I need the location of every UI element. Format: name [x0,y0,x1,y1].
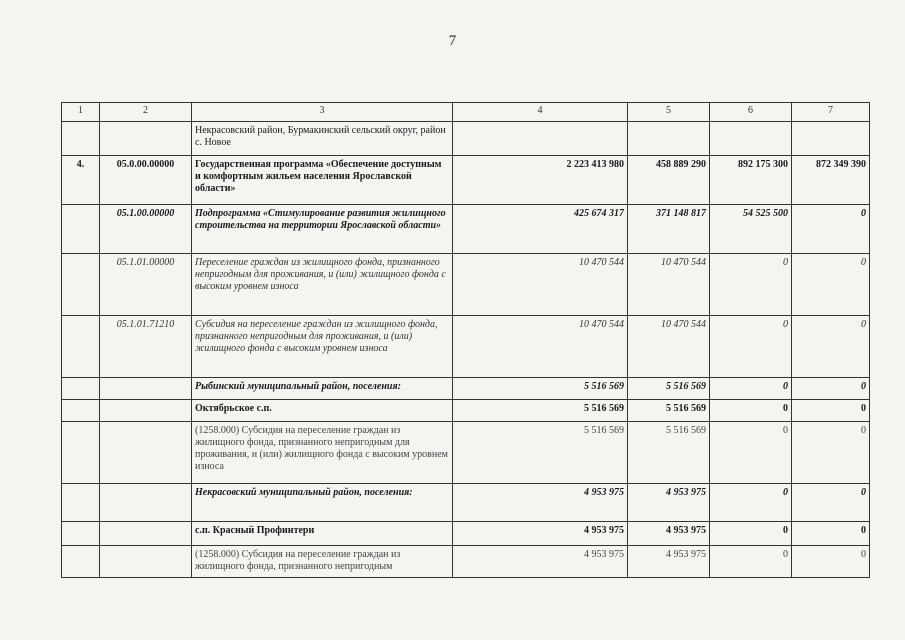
value-cell-6: 0 [710,484,792,522]
value-cell-5: 5 516 569 [628,400,710,422]
code-cell: 05.1.01.71210 [100,316,192,378]
value-cell-5 [628,122,710,156]
row-number-cell [62,122,100,156]
value-cell-7: 0 [792,422,870,484]
row-number-cell [62,546,100,578]
table-row [62,122,870,156]
row-number-cell [62,378,100,400]
row-number-cell [62,484,100,522]
code-cell [100,122,192,156]
column-header: 1 [62,103,100,122]
row-number-cell [62,522,100,546]
value-cell-7: 0 [792,378,870,400]
table-row [62,400,870,422]
value-cell-4: 4 953 975 [453,522,628,546]
name-cell: Подпрограмма «Стимулирование развития жилищного строительства на территории Ярославской области» [192,205,453,254]
code-cell [100,378,192,400]
row-number-cell: 4. [62,156,100,205]
value-cell-5: 10 470 544 [628,254,710,316]
code-cell [100,400,192,422]
column-header: 2 [100,103,192,122]
value-cell-5: 10 470 544 [628,316,710,378]
value-cell-6: 54 525 500 [710,205,792,254]
value-cell-7: 0 [792,254,870,316]
name-cell: Октябрьское с.п. [192,400,453,422]
value-cell-6: 0 [710,546,792,578]
code-cell [100,484,192,522]
code-cell [100,422,192,484]
value-cell-5: 5 516 569 [628,422,710,484]
code-cell [100,522,192,546]
code-cell: 05.0.00.00000 [100,156,192,205]
row-number-cell [62,205,100,254]
table-row [62,522,870,546]
table-row [62,484,870,522]
name-cell: Субсидия на переселение граждан из жилищного фонда, признанного непригодным для проживания, и (или) жилищного фонда с высоким уровнем износа [192,316,453,378]
column-header: 6 [710,103,792,122]
column-header: 4 [453,103,628,122]
value-cell-4: 5 516 569 [453,422,628,484]
value-cell-6 [710,122,792,156]
row-number-cell [62,254,100,316]
value-cell-5: 458 889 290 [628,156,710,205]
page-number: 7 [448,33,457,49]
value-cell-6: 0 [710,316,792,378]
value-cell-6: 0 [710,522,792,546]
table-row [62,156,870,205]
name-cell: (1258.000) Субсидия на переселение граждан из жилищного фонда, признанного непригодным для проживания, и (или) жилищного фонда с высоким уровнем износа [192,422,453,484]
value-cell-4: 4 953 975 [453,484,628,522]
value-cell-7: 0 [792,484,870,522]
value-cell-7: 0 [792,546,870,578]
code-cell: 05.1.01.00000 [100,254,192,316]
value-cell-5: 371 148 817 [628,205,710,254]
name-cell: (1258.000) Субсидия на переселение граждан из жилищного фонда, признанного непригодным [192,546,453,578]
value-cell-4: 425 674 317 [453,205,628,254]
row-number-cell [62,422,100,484]
value-cell-4 [453,122,628,156]
value-cell-7: 0 [792,400,870,422]
table-row [62,422,870,484]
code-cell: 05.1.00.00000 [100,205,192,254]
value-cell-6: 0 [710,400,792,422]
row-number-cell [62,400,100,422]
value-cell-7: 0 [792,205,870,254]
table-row [62,546,870,578]
name-cell: Некрасовский район, Бурмакинский сельский округ, район с. Новое [192,122,453,156]
column-header: 3 [192,103,453,122]
value-cell-5: 5 516 569 [628,378,710,400]
table-row [62,205,870,254]
value-cell-6: 0 [710,378,792,400]
value-cell-4: 5 516 569 [453,400,628,422]
value-cell-4: 10 470 544 [453,316,628,378]
value-cell-7 [792,122,870,156]
value-cell-6: 892 175 300 [710,156,792,205]
value-cell-6: 0 [710,254,792,316]
column-header: 5 [628,103,710,122]
value-cell-4: 2 223 413 980 [453,156,628,205]
table-row [62,316,870,378]
column-header: 7 [792,103,870,122]
name-cell: Государственная программа «Обеспечение доступным и комфортным жильем населения Ярославской области» [192,156,453,205]
budget-table [61,102,870,578]
value-cell-7: 872 349 390 [792,156,870,205]
row-number-cell [62,316,100,378]
value-cell-4: 5 516 569 [453,378,628,400]
name-cell: Переселение граждан из жилищного фонда, признанного непригодным для проживания, и (или) жилищного фонда с высоким уровнем износа [192,254,453,316]
name-cell: с.п. Красный Профинтерн [192,522,453,546]
value-cell-4: 10 470 544 [453,254,628,316]
value-cell-5: 4 953 975 [628,522,710,546]
table-row [62,378,870,400]
table-header-row [62,103,870,122]
value-cell-7: 0 [792,316,870,378]
name-cell: Некрасовский муниципальный район, поселения: [192,484,453,522]
value-cell-7: 0 [792,522,870,546]
value-cell-5: 4 953 975 [628,484,710,522]
table-row [62,254,870,316]
value-cell-5: 4 953 975 [628,546,710,578]
value-cell-4: 4 953 975 [453,546,628,578]
code-cell [100,546,192,578]
name-cell: Рыбинский муниципальный район, поселения: [192,378,453,400]
value-cell-6: 0 [710,422,792,484]
